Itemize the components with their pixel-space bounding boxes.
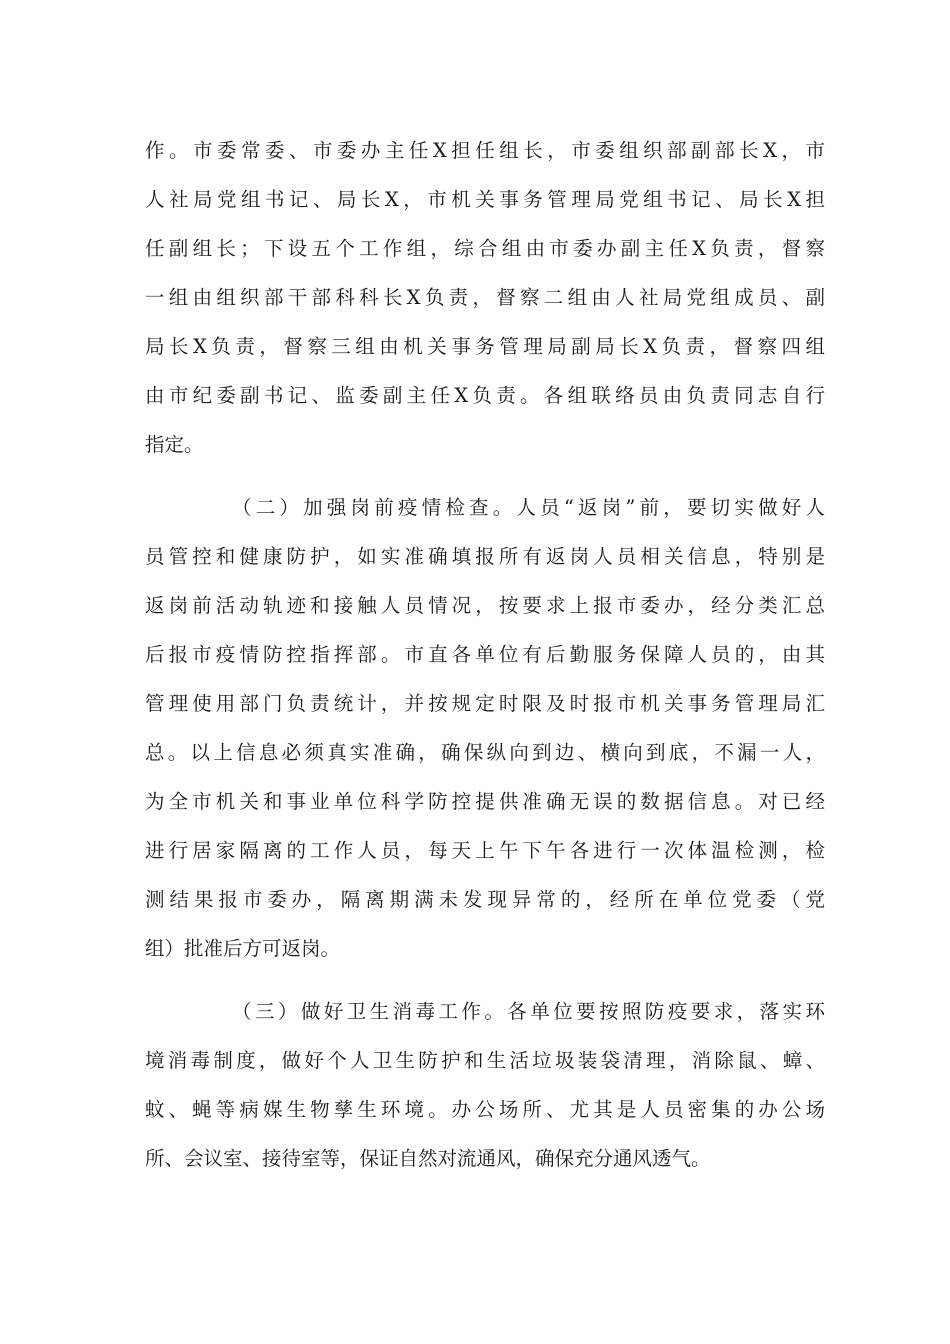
text-line: 蚊、蝇等病媒生物孳生环境。办公场所、尤其是人员密集的办公场 bbox=[145, 1098, 825, 1121]
section-heading-line: （三）做好卫生消毒工作。各单位要按照防疫要求，落实环 bbox=[232, 1000, 825, 1023]
text-line: 一组由组织部干部科科长X负责，督察二组由人社局党组成员、副 bbox=[145, 286, 825, 309]
text-line: 作。市委常委、市委办主任X担任组长，市委组织部副部长X，市 bbox=[145, 139, 825, 162]
text-line: 为全市机关和事业单位科学防控提供准确无误的数据信息。对已经 bbox=[145, 790, 825, 813]
text-line: 境消毒制度，做好个人卫生防护和生活垃圾装袋清理，消除鼠、蟑、 bbox=[145, 1049, 825, 1072]
text-line: 返岗前活动轨迹和接触人员情况，按要求上报市委办，经分类汇总 bbox=[145, 594, 825, 617]
text-line: 员管控和健康防护，如实准确填报所有返岗人员相关信息，特别是 bbox=[145, 545, 825, 568]
text-line: 任副组长；下设五个工作组，综合组由市委办副主任X负责，督察 bbox=[145, 237, 825, 260]
text-line: 测结果报市委办，隔离期满未发现异常的，经所在单位党委（党 bbox=[145, 888, 825, 911]
text-line: 所、会议室、接待室等，保证自然对流通风，确保充分通风透气。 bbox=[145, 1147, 711, 1170]
text-line: 局长X负责，督察三组由机关事务管理局副局长X负责，督察四组 bbox=[145, 335, 825, 358]
text-line: 人社局党组书记、局长X，市机关事务管理局党组书记、局长X担 bbox=[145, 188, 825, 211]
text-line: 指定。 bbox=[145, 433, 204, 456]
text-line: 组）批准后方可返岗。 bbox=[145, 937, 341, 960]
text-line: 由市纪委副书记、监委副主任X负责。各组联络员由负责同志自行 bbox=[145, 384, 825, 407]
section-heading-line: （二）加强岗前疫情检查。人员“返岗”前，要切实做好人 bbox=[232, 496, 825, 519]
text-line: 后报市疫情防控指挥部。市直各单位有后勤服务保障人员的，由其 bbox=[145, 643, 825, 666]
text-line: 管理使用部门负责统计，并按规定时限及时报市机关事务管理局汇 bbox=[145, 692, 825, 715]
text-line: 进行居家隔离的工作人员，每天上午下午各进行一次体温检测，检 bbox=[145, 839, 825, 862]
text-line: 总。以上信息必须真实准确，确保纵向到边、横向到底，不漏一人， bbox=[145, 741, 825, 764]
